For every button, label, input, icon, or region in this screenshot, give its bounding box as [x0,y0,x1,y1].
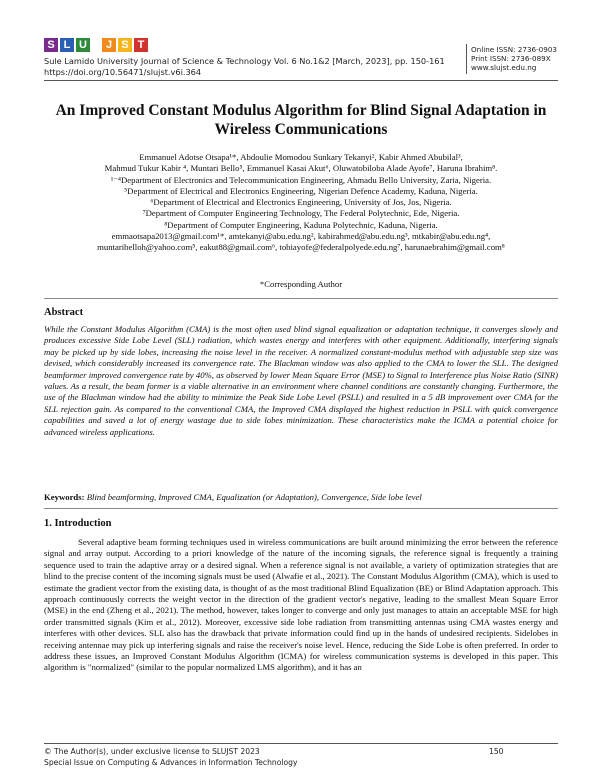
keywords [44,492,558,502]
header-divider-vertical [466,44,467,74]
issn-block [471,45,557,72]
affiliation: ⁸Department of Computer Engineering, Kaduna Polytechnic, Kaduna, Nigeria. [164,219,438,230]
logo-letter-j: J [102,38,116,52]
corresponding-author-note: *Corresponding Author [259,279,343,289]
affiliation: ⁷Department of Computer Engineering Technology, The Federal Polytechnic, Ede, Nigeria. [142,208,460,219]
keywords-bottom-rule [44,508,558,509]
introduction-text: Several adaptive beam forming techniques used in wireless communications are built around minimizing the error between the reference signal and array output. According to a priori knowledge of the nature of the incoming signals, the reference signal is frequently a training sequence used to train the adaptive array or a desired signal. When a reference signal is not available, a variety of optimization strategies that are blind to the precise content of the incoming signals must be used (Alwafie et al., 2021). The Constant Modulus Algorithm (CMA), which is used to estimate the gradient vector from the existing data, is thought of as the most traditional Blind Equalization (BE) or Blind Adaptation approach. This approach continuously corrects the weight vector in the direction of the gradient vector's negative, leading to the smallest Mean Square Error (MSE) in the end (Zheng et al., 2021). The method, however, takes longer to converge and only just manages to attain an acceptable MSE for high order transmitted signals (Kim et al., 2012). Moreover, excessive side lobe radiation from transmitting antennas using CMA wastes energy and interferes with other devices. SLL also has the drawback that private information could find up in the hands of undesired recipients. Sidelobes in receiving antennae may pick up interfering signals and raise the receiver's noise level. Hence, reducing the Side Lobe is often preferred. In order to address these issues, an Improved Constant Modulus Algorithm (ICMA) for wireless communication systems is developed in this paper. This algorithm is "normalized" (similar to the popular normalized LMS algorithm), and it has an [44,537,558,673]
author-emails: emmaotsapa2013@gmail.com¹*, amtekanyi@abu.edu.ng², kabirahmed@abu.edu.ng³, mtkabir@abu.edu.ng⁴, [111,231,491,242]
authors-line: Emmanuel Adotse Otsapa¹*, Abdoulie Momodou Sunkary Tekanyi², Kabir Ahmed Abubilal³, [139,152,463,162]
paper-title: An Improved Constant Modulus Algorithm for Blind Signal Adaptation in Wireless Communications [55,102,547,138]
journal-website[interactable]: www.slujst.edu.ng [471,63,537,72]
footer-rule [44,743,558,744]
online-issn: Online ISSN: 2736-0903 [471,45,557,54]
authors-line: Mahmud Tukur Kabir ⁴, Muntari Bello⁵, Emmanuel Kasai Akut⁶, Oluwatobiloba Alade Ayofe⁷, Haruna Ibrahim⁸. [104,163,498,174]
abstract-text: While the Constant Modulus Algorithm (CMA) is the most often used blind signal equalization or adaptation technique, it converges slowly and produces excessive Side Lobe Level (SLL) radiation, which wastes energy and interferes with other equipment. Additionally, interfering signals may be picked up by side lobes, increasing the noise level in the receiver. A normalized constant-modulus method with adjustable step size was devised, which considerably increased its convergence rate. The Blackman window was also applied to the CMA to lower the SLL. The designed beamformer improved convergence rate by 40%, as observed by lower Mean Square Error (MSE) to Signal to Interference plus Noise Ratio (SINR) values. As a result, the beam former is a viable alternative in an environment where channel conditions are constantly changing. Furthermore, the use of the Blackman window had the ability to minimize the Peak Side Lobe Level (PSLL) and resulted in a 5 dB improvement over CMA for the SLL rejection gain. As compared to the conventional CMA, the Improved CMA displayed the highest reduction in PSLL with quick convergence capabilities and saved a lot of energy wastage due to side lobes minimization. These characteristics make the ICMA a potential choice for advanced wireless applications. [44,324,558,437]
license-note: © The Author(s), under exclusive license to SLUJST 2023 [44,747,260,756]
affiliation: ⁶Department of Electrical and Electronics Engineering, University of Jos, Jos, Nigeria. [150,197,452,208]
journal-citation: Sule Lamido University Journal of Science & Technology Vol. 6 No.1&2 [March, 2023], pp. 150-161 [44,56,445,66]
logo-letter-u: U [76,38,90,52]
logo-letter-s1: S [44,38,58,52]
author-block [44,152,558,254]
print-issn: Print ISSN: 2736-089X [471,54,551,63]
abstract-top-rule [44,298,558,299]
logo-letter-s2: S [118,38,132,52]
logo-letter-l: L [60,38,74,52]
footer-left [44,747,297,768]
special-issue-note: Special Issue on Computing & Advances in Information Technology [44,757,298,767]
doi-link[interactable]: https://doi.org/10.56471/slujst.v6i.364 [44,66,202,77]
journal-info [44,56,445,77]
keywords-label: Keywords: [44,492,85,502]
affiliation: ¹⁻⁴Department of Electronics and Telecommunication Engineering, Ahmadu Bello University, Zaria, Nigeria. [110,174,492,185]
keywords-list: Blind beamforming, Improved CMA, Equalization (or Adaptation), Convergence, Side lobe level [86,492,422,502]
section-heading-introduction: 1. Introduction [44,518,112,529]
journal-logo [44,38,148,52]
author-emails: muntaribelloh@yahoo.com⁵, eakut88@gmail.com⁶, tobiayofe@federalpolyede.edu.ng⁷, harunaebrahim@gmail.com⁸ [97,242,505,253]
abstract-heading: Abstract [44,307,84,318]
header-rule [44,80,558,81]
logo-letter-t: T [134,38,148,52]
page-number: 150 [489,747,504,756]
affiliation: ⁵Department of Electrical and Electronics Engineering, Nigerian Defence Academy, Kaduna, Nigeria. [124,185,478,196]
